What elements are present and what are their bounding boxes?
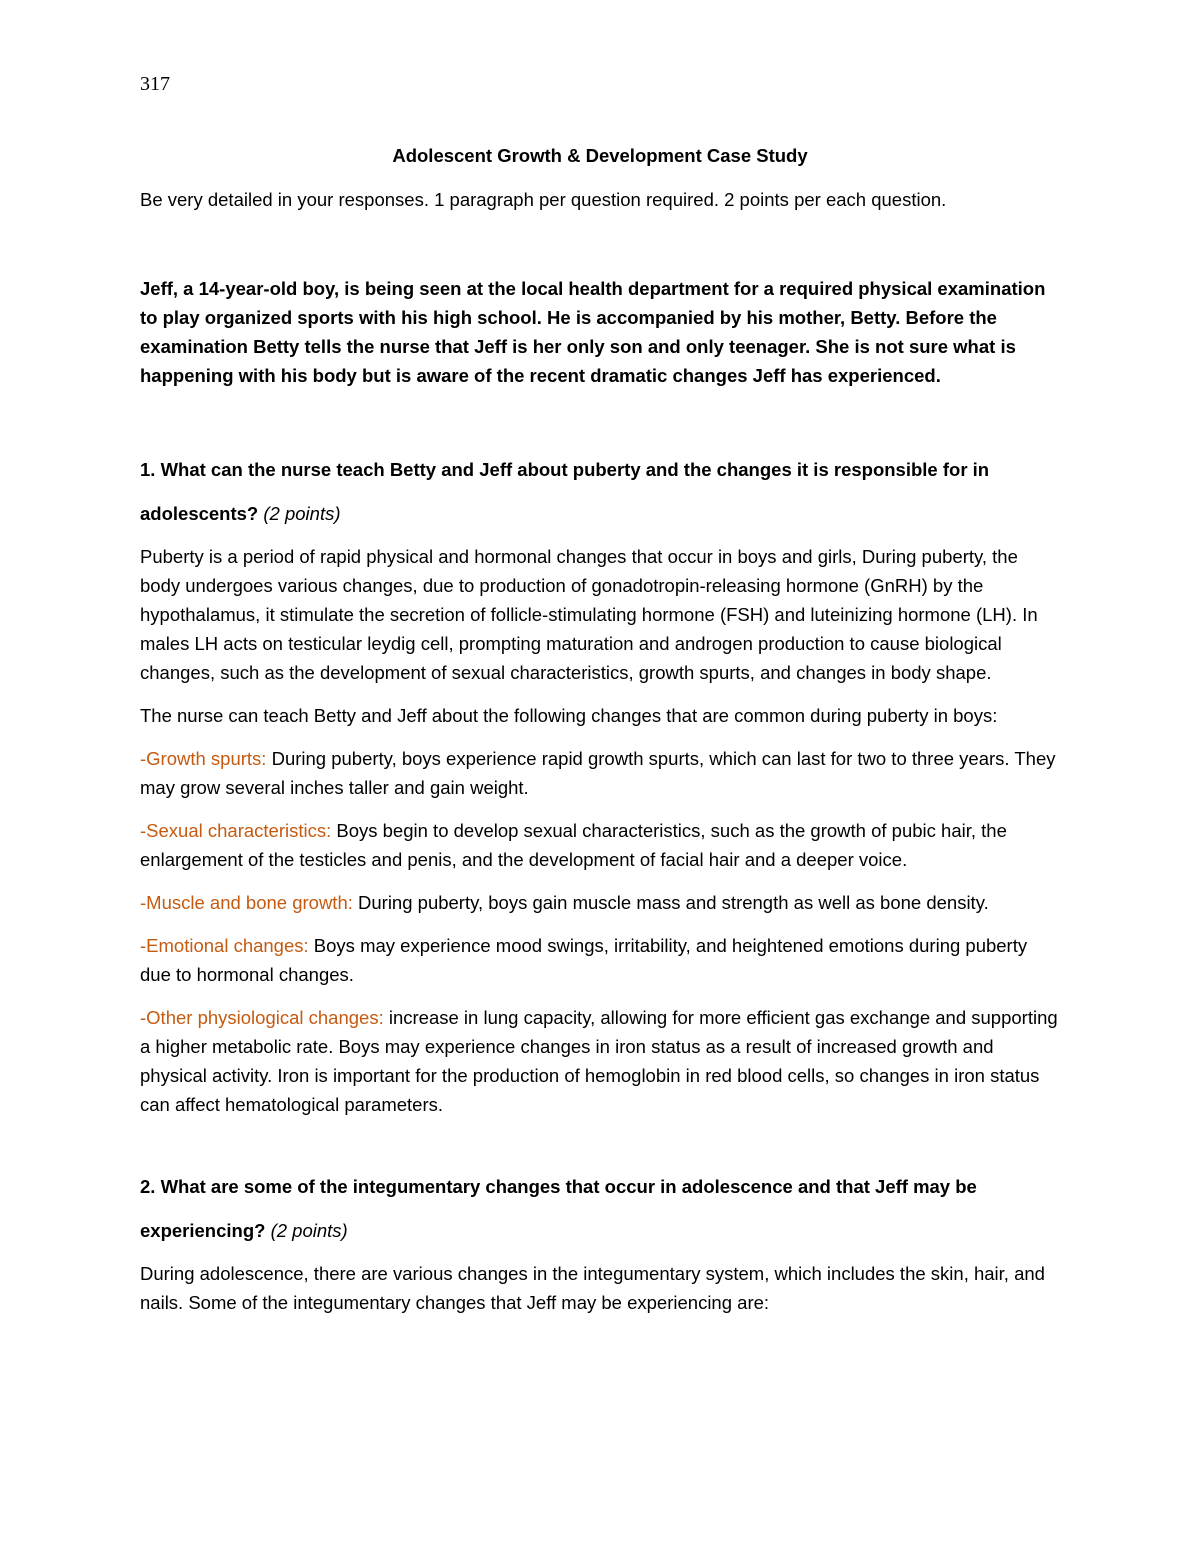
answer-1-item-sexual-characteristics [140,816,1060,874]
term-emotional-changes: -Emotional changes: [140,935,309,956]
case-scenario-text: Jeff, a 14-year-old boy, is being seen at the local health department for a required physical examination to play organized sports with his high school. He is accompanied by his mother, Betty. Before the examination Betty tells the nurse that Jeff is her only son and only teenager. She is not sure what is happening with his body but is aware of the recent dramatic changes Jeff has experienced. [140,278,1046,386]
item-text-growth-spurts: During puberty, boys experience rapid growth spurts, which can last for two to three years. They may grow several inches taller and gain weight. [140,748,1056,798]
question-1-line-2-text: adolescents? [140,503,259,524]
item-text-muscle-bone-growth: During puberty, boys gain muscle mass and strength as well as bone density. [352,892,989,913]
answer-1-item-muscle-bone-growth [140,888,1060,917]
item-text-emotional-changes: Boys may experience mood swings, irritability, and heightened emotions during puberty due to hormonal changes. [140,935,1028,985]
answer-1-paragraph-1: Puberty is a period of rapid physical and hormonal changes that occur in boys and girls, During puberty, the body undergoes various changes, due to production of gonadotropin-releasing hormone (GnRH) by the hypothalamus, it stimulate the secretion of follicle-stimulating hormone (FSH) and luteinizing hormone (LH). In males LH acts on testicular leydig cell, prompting maturation and androgen production to cause biological changes, such as the development of sexual characteristics, growth spurts, and changes in body shape. [140,546,1038,683]
term-growth-spurts: -Growth spurts: [140,748,267,769]
question-2-line-1: 2. What are some of the integumentary changes that occur in adolescence and that Jeff may be [140,1176,977,1197]
term-sexual-characteristics: -Sexual characteristics: [140,820,332,841]
question-2-points: (2 points) [270,1220,348,1241]
instructions-text: Be very detailed in your responses. 1 paragraph per question required. 2 points per each question. [140,189,947,210]
term-other-physiological: -Other physiological changes: [140,1007,384,1028]
item-text-other-physiological: increase in lung capacity, allowing for more efficient gas exchange and supporting a higher metabolic rate. Boys may experience changes in iron status as a result of increased growth and physical activity. Iron is important for the production of hemoglobin in red blood cells, so changes in iron status can affect hematological parameters. [140,1007,1058,1115]
question-2 [140,1165,1060,1253]
page-number: 317 [140,73,170,95]
item-text-sexual-characteristics: Boys begin to develop sexual characteristics, such as the growth of pubic hair, the enlargement of the testicles and penis, and the development of facial hair and a deeper voice. [140,820,1007,870]
answer-1-item-growth-spurts [140,744,1060,802]
document-title: Adolescent Growth & Development Case Study [392,145,808,166]
answer-1-item-emotional-changes [140,931,1060,989]
question-1 [140,448,1060,536]
question-1-line-1: 1. What can the nurse teach Betty and Jeff about puberty and the changes it is responsible for in [140,459,990,480]
question-2-line-2-text: experiencing? [140,1220,266,1241]
answer-1-item-other-physiological [140,1003,1060,1119]
term-muscle-bone-growth: -Muscle and bone growth: [140,892,353,913]
question-2-line-2 [140,1209,1060,1253]
answer-2-paragraph-1: During adolescence, there are various changes in the integumentary system, which includes the skin, hair, and nails. Some of the integumentary changes that Jeff may be experiencing are: [140,1263,1045,1313]
answer-1-intro: The nurse can teach Betty and Jeff about the following changes that are common during puberty in boys: [140,705,998,726]
document-content [140,141,1060,1331]
question-1-line-2 [140,492,1060,536]
question-1-points: (2 points) [263,503,341,524]
